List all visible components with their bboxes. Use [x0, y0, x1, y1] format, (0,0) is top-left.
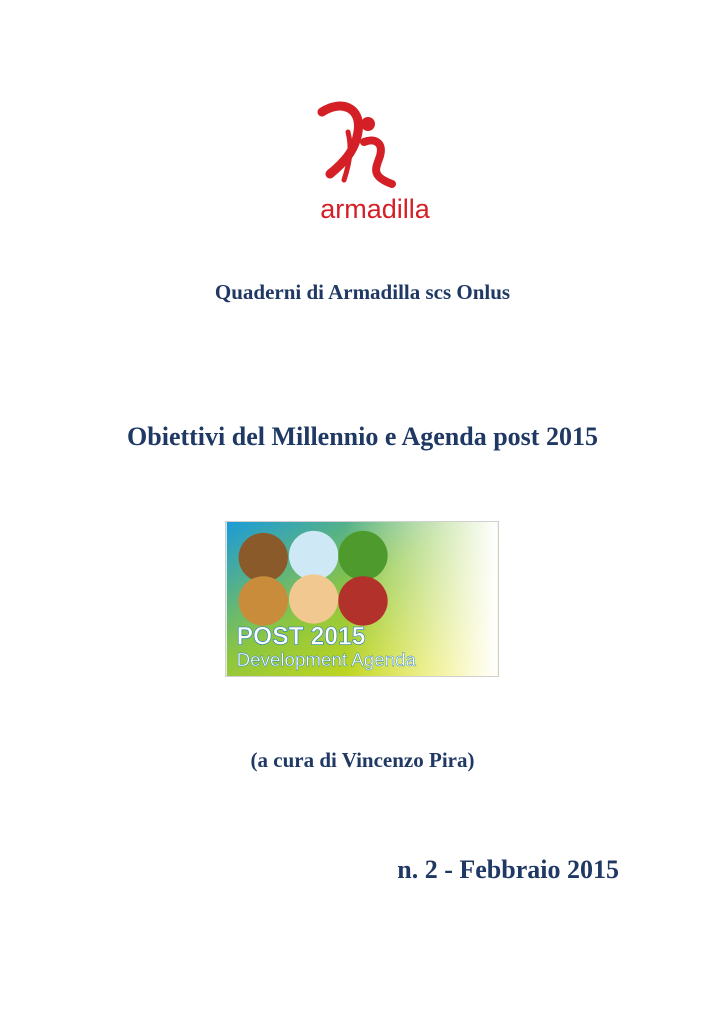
- main-title: Obiettivi del Millennio e Agenda post 2015: [127, 422, 598, 451]
- banner-line1: POST 2015: [236, 623, 366, 651]
- logo-wordmark: armadilla: [320, 194, 430, 224]
- issue-line: n. 2 - Febbraio 2015: [397, 855, 619, 884]
- banner-line2: Development Agenda: [236, 649, 416, 671]
- armadilla-logo: [300, 92, 450, 227]
- editor-line: (a cura di Vincenzo Pira): [250, 748, 475, 772]
- series-title: Quaderni di Armadilla scs Onlus: [214, 280, 511, 304]
- post-2015-banner-image: [225, 521, 499, 677]
